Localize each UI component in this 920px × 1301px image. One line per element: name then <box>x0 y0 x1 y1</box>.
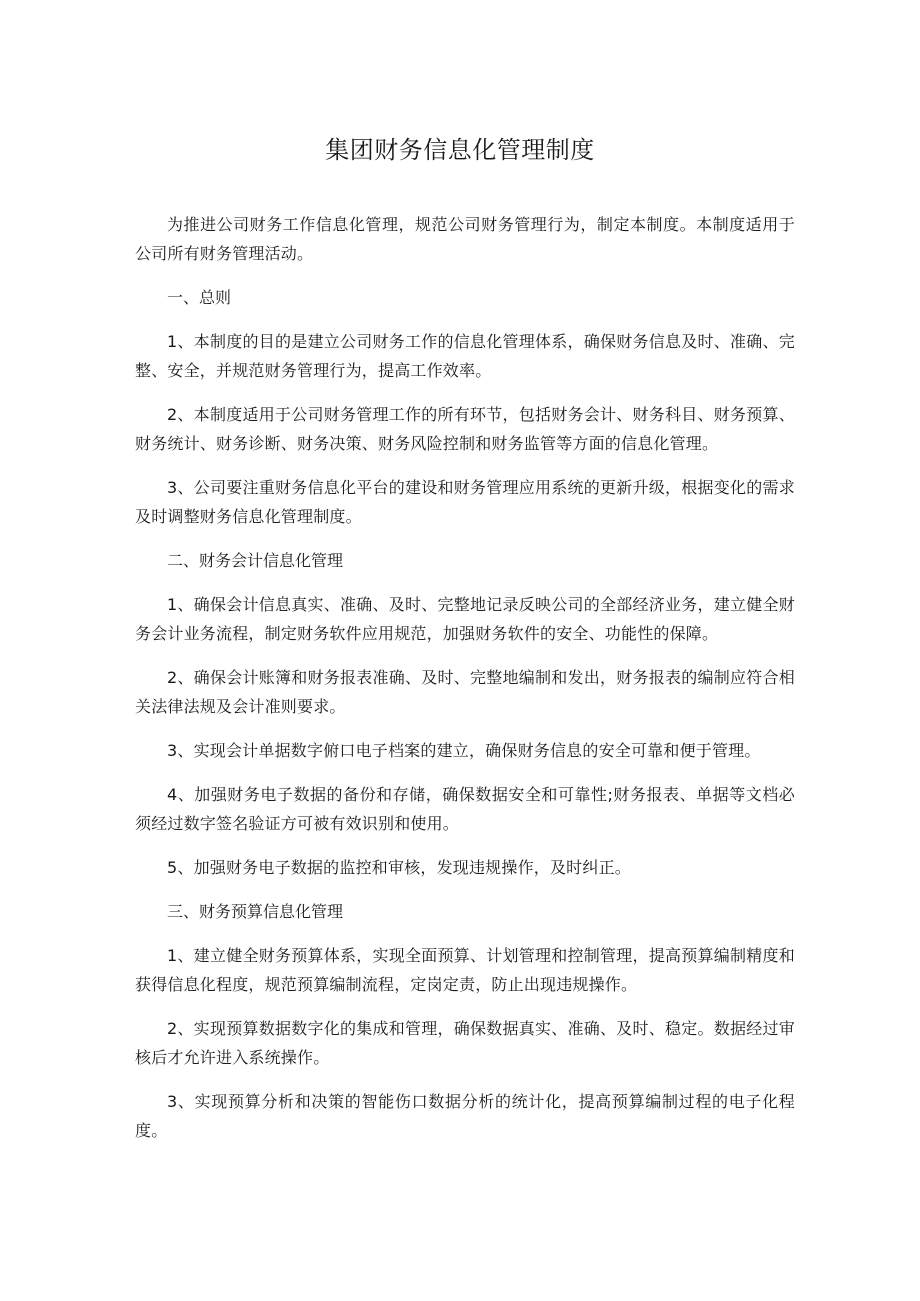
general-item-3: 3、公司要注重财务信息化平台的建设和财务管理应用系统的更新升级，根据变化的需求及时调整财务信息化管理制度。 <box>135 478 795 526</box>
general-item-1: 1、本制度的目的是建立公司财务工作的信息化管理体系，确保财务信息及时、准确、完整、安全，并规范财务管理行为，提高工作效率。 <box>135 332 795 380</box>
document-title: 集团财务信息化管理制度 <box>325 136 595 164</box>
section-heading-accounting: 二、财务会计信息化管理 <box>167 551 344 570</box>
intro-paragraph: 为推进公司财务工作信息化管理，规范公司财务管理行为，制定本制度。本制度适用于公司所有财务管理活动。 <box>135 215 795 263</box>
accounting-item-1: 1、确保会计信息真实、准确、及时、完整地记录反映公司的全部经济业务，建立健全财务会计业务流程，制定财务软件应用规范，加强财务软件的安全、功能性的保障。 <box>135 595 795 643</box>
budget-item-1: 1、建立健全财务预算体系，实现全面预算、计划管理和控制管理，提高预算编制精度和获得信息化程度，规范预算编制流程，定岗定责，防止出现违规操作。 <box>135 946 795 994</box>
accounting-item-5: 5、加强财务电子数据的监控和审核，发现违规操作，及时纠正。 <box>167 858 631 877</box>
budget-item-3: 3、实现预算分析和决策的智能伤口数据分析的统计化，提高预算编制过程的电子化程度。 <box>135 1092 795 1140</box>
accounting-item-3: 3、实现会计单据数字俯口电子档案的建立，确保财务信息的安全可靠和便于管理。 <box>167 741 761 760</box>
document-body <box>135 210 795 1160</box>
accounting-item-4: 4、加强财务电子数据的备份和存储，确保数据安全和可靠性;财务报表、单据等文档必须经过数字签名验证方可被有效识别和使用。 <box>135 785 795 833</box>
section-heading-general: 一、总则 <box>167 288 232 307</box>
general-item-2: 2、本制度适用于公司财务管理工作的所有环节，包括财务会计、财务科目、财务预算、财务统计、财务诊断、财务决策、财务风险控制和财务监管等方面的信息化管理。 <box>135 405 795 453</box>
section-heading-budget: 三、财务预算信息化管理 <box>167 902 344 921</box>
budget-item-2: 2、实现预算数据数字化的集成和管理，确保数据真实、准确、及时、稳定。数据经过审核后才允许进入系统操作。 <box>135 1019 795 1067</box>
accounting-item-2: 2、确保会计账簿和财务报表准确、及时、完整地编制和发出，财务报表的编制应符合相关法律法规及会计准则要求。 <box>135 668 795 716</box>
